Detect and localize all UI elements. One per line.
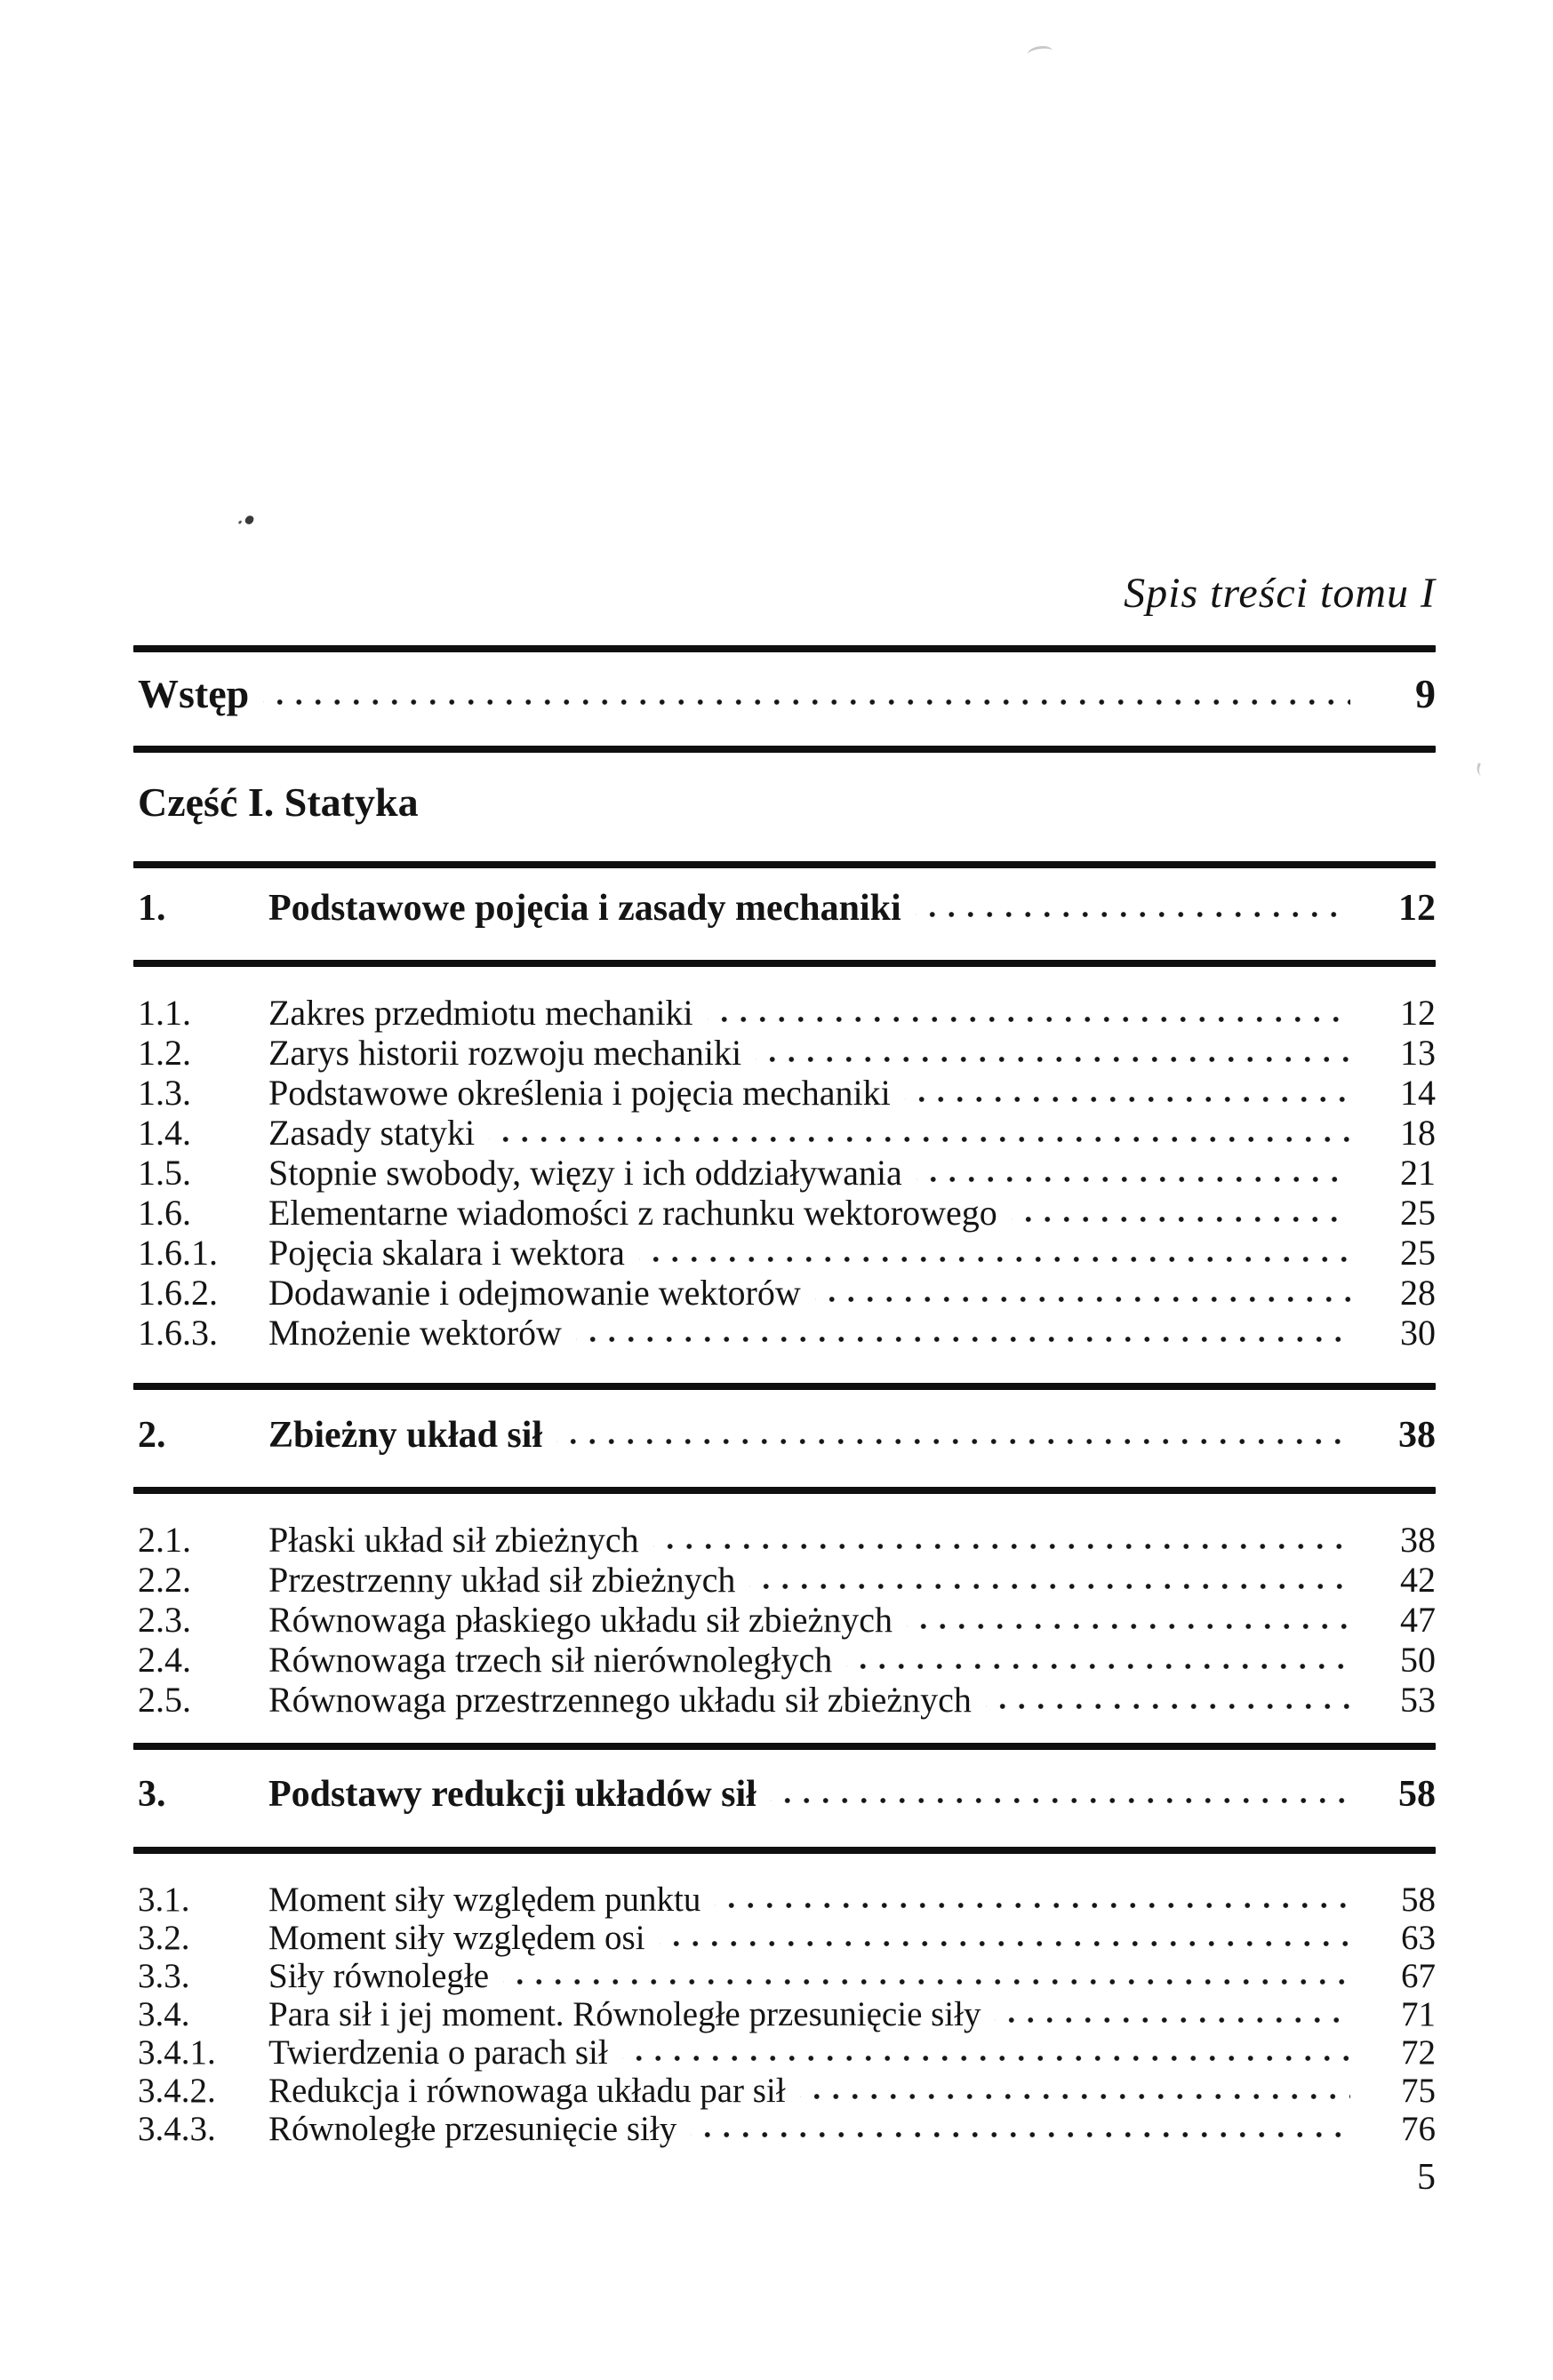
entry-number: 3.1. (138, 1881, 190, 1919)
entry-title: Elementarne wiadomości z rachunku wektorowego (268, 1193, 997, 1233)
dot-leader (622, 2053, 1350, 2064)
entry-number: 2.5. (138, 1680, 191, 1720)
entry-title: Przestrzenny układ sił zbieżnych (268, 1560, 736, 1600)
scan-speck (244, 515, 255, 525)
entry-title: Dodawanie i odejmowanie wektorów (268, 1273, 801, 1313)
entry-title: Równowaga przestrzennego układu sił zbieżnych (268, 1680, 972, 1720)
entry-page-number: 28 (1400, 1273, 1436, 1313)
entry-page-number: 14 (1400, 1073, 1436, 1113)
part-heading: Część I. Statyka (138, 779, 419, 825)
entry-title: Zarys historii rozwoju mechaniki (268, 1033, 742, 1073)
dot-leader (800, 2091, 1350, 2102)
dot-leader (691, 2129, 1350, 2140)
entry-page-number: 72 (1401, 2033, 1436, 2072)
entry-title: Równoległe przesunięcie siły (268, 2110, 677, 2148)
intro-label: Wstęp (138, 671, 250, 716)
horizontal-rule (133, 1487, 1436, 1494)
entry-page-number: 50 (1400, 1640, 1436, 1680)
section-heading-row (138, 1770, 1436, 1818)
section-page-number: 58 (1398, 1774, 1436, 1815)
entry-number: 2.2. (138, 1560, 191, 1600)
entry-number: 2.1. (138, 1520, 191, 1560)
horizontal-rule (133, 1847, 1436, 1854)
toc-entry-row (138, 1995, 1436, 2033)
toc-entry-group (138, 993, 1436, 1353)
entry-page-number: 12 (1400, 993, 1436, 1033)
entry-number: 1.6.2. (138, 1273, 218, 1313)
toc-entry-row (138, 1881, 1436, 1919)
toc-entry-row (138, 1153, 1436, 1193)
entry-title: Równowaga trzech sił nierównoległych (268, 1640, 833, 1680)
section-number: 1. (138, 888, 166, 929)
toc-entry-group (138, 1520, 1436, 1720)
entry-page-number: 13 (1400, 1033, 1436, 1073)
section-heading-row (138, 884, 1436, 932)
dot-leader (905, 1094, 1350, 1105)
entry-title: Stopnie swobody, więzy i ich oddziaływania (268, 1153, 902, 1193)
dot-leader (660, 1938, 1350, 1949)
horizontal-rule (133, 1743, 1436, 1750)
toc-entry-row (138, 2110, 1436, 2148)
entry-page-number: 25 (1400, 1233, 1436, 1273)
entry-title: Twierdzenia o parach sił (268, 2033, 608, 2072)
page-number-footer: 5 (1417, 2157, 1436, 2198)
dot-leader (846, 1661, 1350, 1672)
entry-number: 2.4. (138, 1640, 191, 1680)
dot-leader (489, 1134, 1350, 1145)
entry-page-number: 76 (1401, 2110, 1436, 2148)
dot-leader (995, 2015, 1350, 2025)
entry-title: Zasady statyki (268, 1113, 476, 1153)
section-number: 3. (138, 1774, 166, 1815)
page-title: Spis treści tomu I (1124, 570, 1436, 617)
toc-entry-row (138, 1073, 1436, 1113)
dot-leader (749, 1581, 1350, 1592)
toc-entry-row (138, 1520, 1436, 1560)
dot-leader (263, 697, 1350, 707)
horizontal-rule (133, 861, 1436, 868)
dot-leader (907, 1621, 1350, 1632)
entry-page-number: 58 (1401, 1881, 1436, 1919)
entry-title: Redukcja i równowaga układu par sił (268, 2072, 786, 2110)
entry-page-number: 71 (1401, 1995, 1436, 2033)
entry-page-number: 63 (1401, 1919, 1436, 1957)
scan-mark (1027, 44, 1053, 60)
entry-page-number: 30 (1400, 1313, 1436, 1353)
entry-number: 1.2. (138, 1033, 191, 1073)
entry-page-number: 47 (1400, 1600, 1436, 1640)
section-title: Podstawowe pojęcia i zasady mechaniki (268, 888, 901, 929)
entry-title: Pojęcia skalara i wektora (268, 1233, 625, 1273)
dot-leader (916, 909, 1347, 920)
entry-page-number: 25 (1400, 1193, 1436, 1233)
section-title: Podstawy redukcji układów sił (268, 1774, 756, 1815)
dot-leader (815, 1294, 1350, 1305)
toc-entry-row (138, 993, 1436, 1033)
intro-page-number: 9 (1415, 671, 1436, 716)
toc-entry-row (138, 1957, 1436, 1995)
entry-title: Siły równoległe (268, 1957, 490, 1995)
entry-page-number: 21 (1400, 1153, 1436, 1193)
dot-leader (917, 1174, 1350, 1185)
entry-title: Równowaga płaskiego układu sił zbieżnych (268, 1600, 893, 1640)
toc-entry-row (138, 1193, 1436, 1233)
entry-number: 3.3. (138, 1957, 190, 1995)
entry-number: 1.6.1. (138, 1233, 218, 1273)
entry-number: 2.3. (138, 1600, 191, 1640)
entry-title: Mnożenie wektorów (268, 1313, 562, 1353)
entry-number: 3.4.3. (138, 2110, 216, 2148)
entry-page-number: 38 (1400, 1520, 1436, 1560)
entry-number: 1.3. (138, 1073, 191, 1113)
entry-title: Płaski układ sił zbieżnych (268, 1520, 639, 1560)
entry-number: 1.6.3. (138, 1313, 218, 1353)
entry-number: 1.1. (138, 993, 191, 1033)
entry-number: 3.4.1. (138, 2033, 216, 2072)
section-page-number: 12 (1398, 888, 1436, 929)
entry-title: Para sił i jej moment. Równoległe przesunięcie siły (268, 1995, 981, 2033)
scan-mark (1474, 763, 1488, 778)
dot-leader (503, 1977, 1350, 1987)
entry-page-number: 75 (1401, 2072, 1436, 2110)
toc-entry-row (138, 2033, 1436, 2072)
dot-leader (715, 1900, 1350, 1911)
horizontal-rule (133, 746, 1436, 753)
section-number: 2. (138, 1415, 166, 1456)
dot-leader (708, 1014, 1350, 1025)
toc-entry-row (138, 1640, 1436, 1680)
section-title: Zbieżny układ sił (268, 1415, 543, 1456)
horizontal-rule (133, 1383, 1436, 1390)
toc-entry-group (138, 1881, 1436, 2148)
toc-intro-row (138, 671, 1436, 717)
entry-number: 1.5. (138, 1153, 191, 1193)
dot-leader (576, 1334, 1350, 1345)
dot-leader (756, 1054, 1350, 1065)
toc-entry-row (138, 1233, 1436, 1273)
dot-leader (771, 1795, 1347, 1806)
toc-entry-row (138, 1680, 1436, 1720)
toc-entry-row (138, 1560, 1436, 1600)
horizontal-rule (133, 960, 1436, 967)
horizontal-rule (133, 645, 1436, 652)
entry-number: 1.4. (138, 1113, 191, 1153)
section-heading-row (138, 1411, 1436, 1459)
dot-leader (556, 1436, 1347, 1447)
toc-entry-row (138, 1600, 1436, 1640)
dot-leader (639, 1254, 1350, 1265)
dot-leader (986, 1701, 1350, 1712)
entry-title: Moment siły względem osi (268, 1919, 645, 1957)
entry-number: 3.4. (138, 1995, 190, 2033)
section-page-number: 38 (1398, 1415, 1436, 1456)
entry-number: 3.2. (138, 1919, 190, 1957)
toc-entry-row (138, 1113, 1436, 1153)
entry-page-number: 67 (1401, 1957, 1436, 1995)
entry-title: Zakres przedmiotu mechaniki (268, 993, 693, 1033)
toc-entry-row (138, 1919, 1436, 1957)
toc-entry-row (138, 1313, 1436, 1353)
entry-page-number: 42 (1400, 1560, 1436, 1600)
entry-title: Moment siły względem punktu (268, 1881, 701, 1919)
dot-leader (1012, 1214, 1350, 1225)
toc-entry-row (138, 1273, 1436, 1313)
dot-leader (653, 1541, 1350, 1552)
entry-title: Podstawowe określenia i pojęcia mechaniki (268, 1073, 891, 1113)
toc-entry-row (138, 1033, 1436, 1073)
entry-number: 3.4.2. (138, 2072, 216, 2110)
entry-page-number: 18 (1400, 1113, 1436, 1153)
entry-number: 1.6. (138, 1193, 191, 1233)
toc-entry-row (138, 2072, 1436, 2110)
entry-page-number: 53 (1400, 1680, 1436, 1720)
